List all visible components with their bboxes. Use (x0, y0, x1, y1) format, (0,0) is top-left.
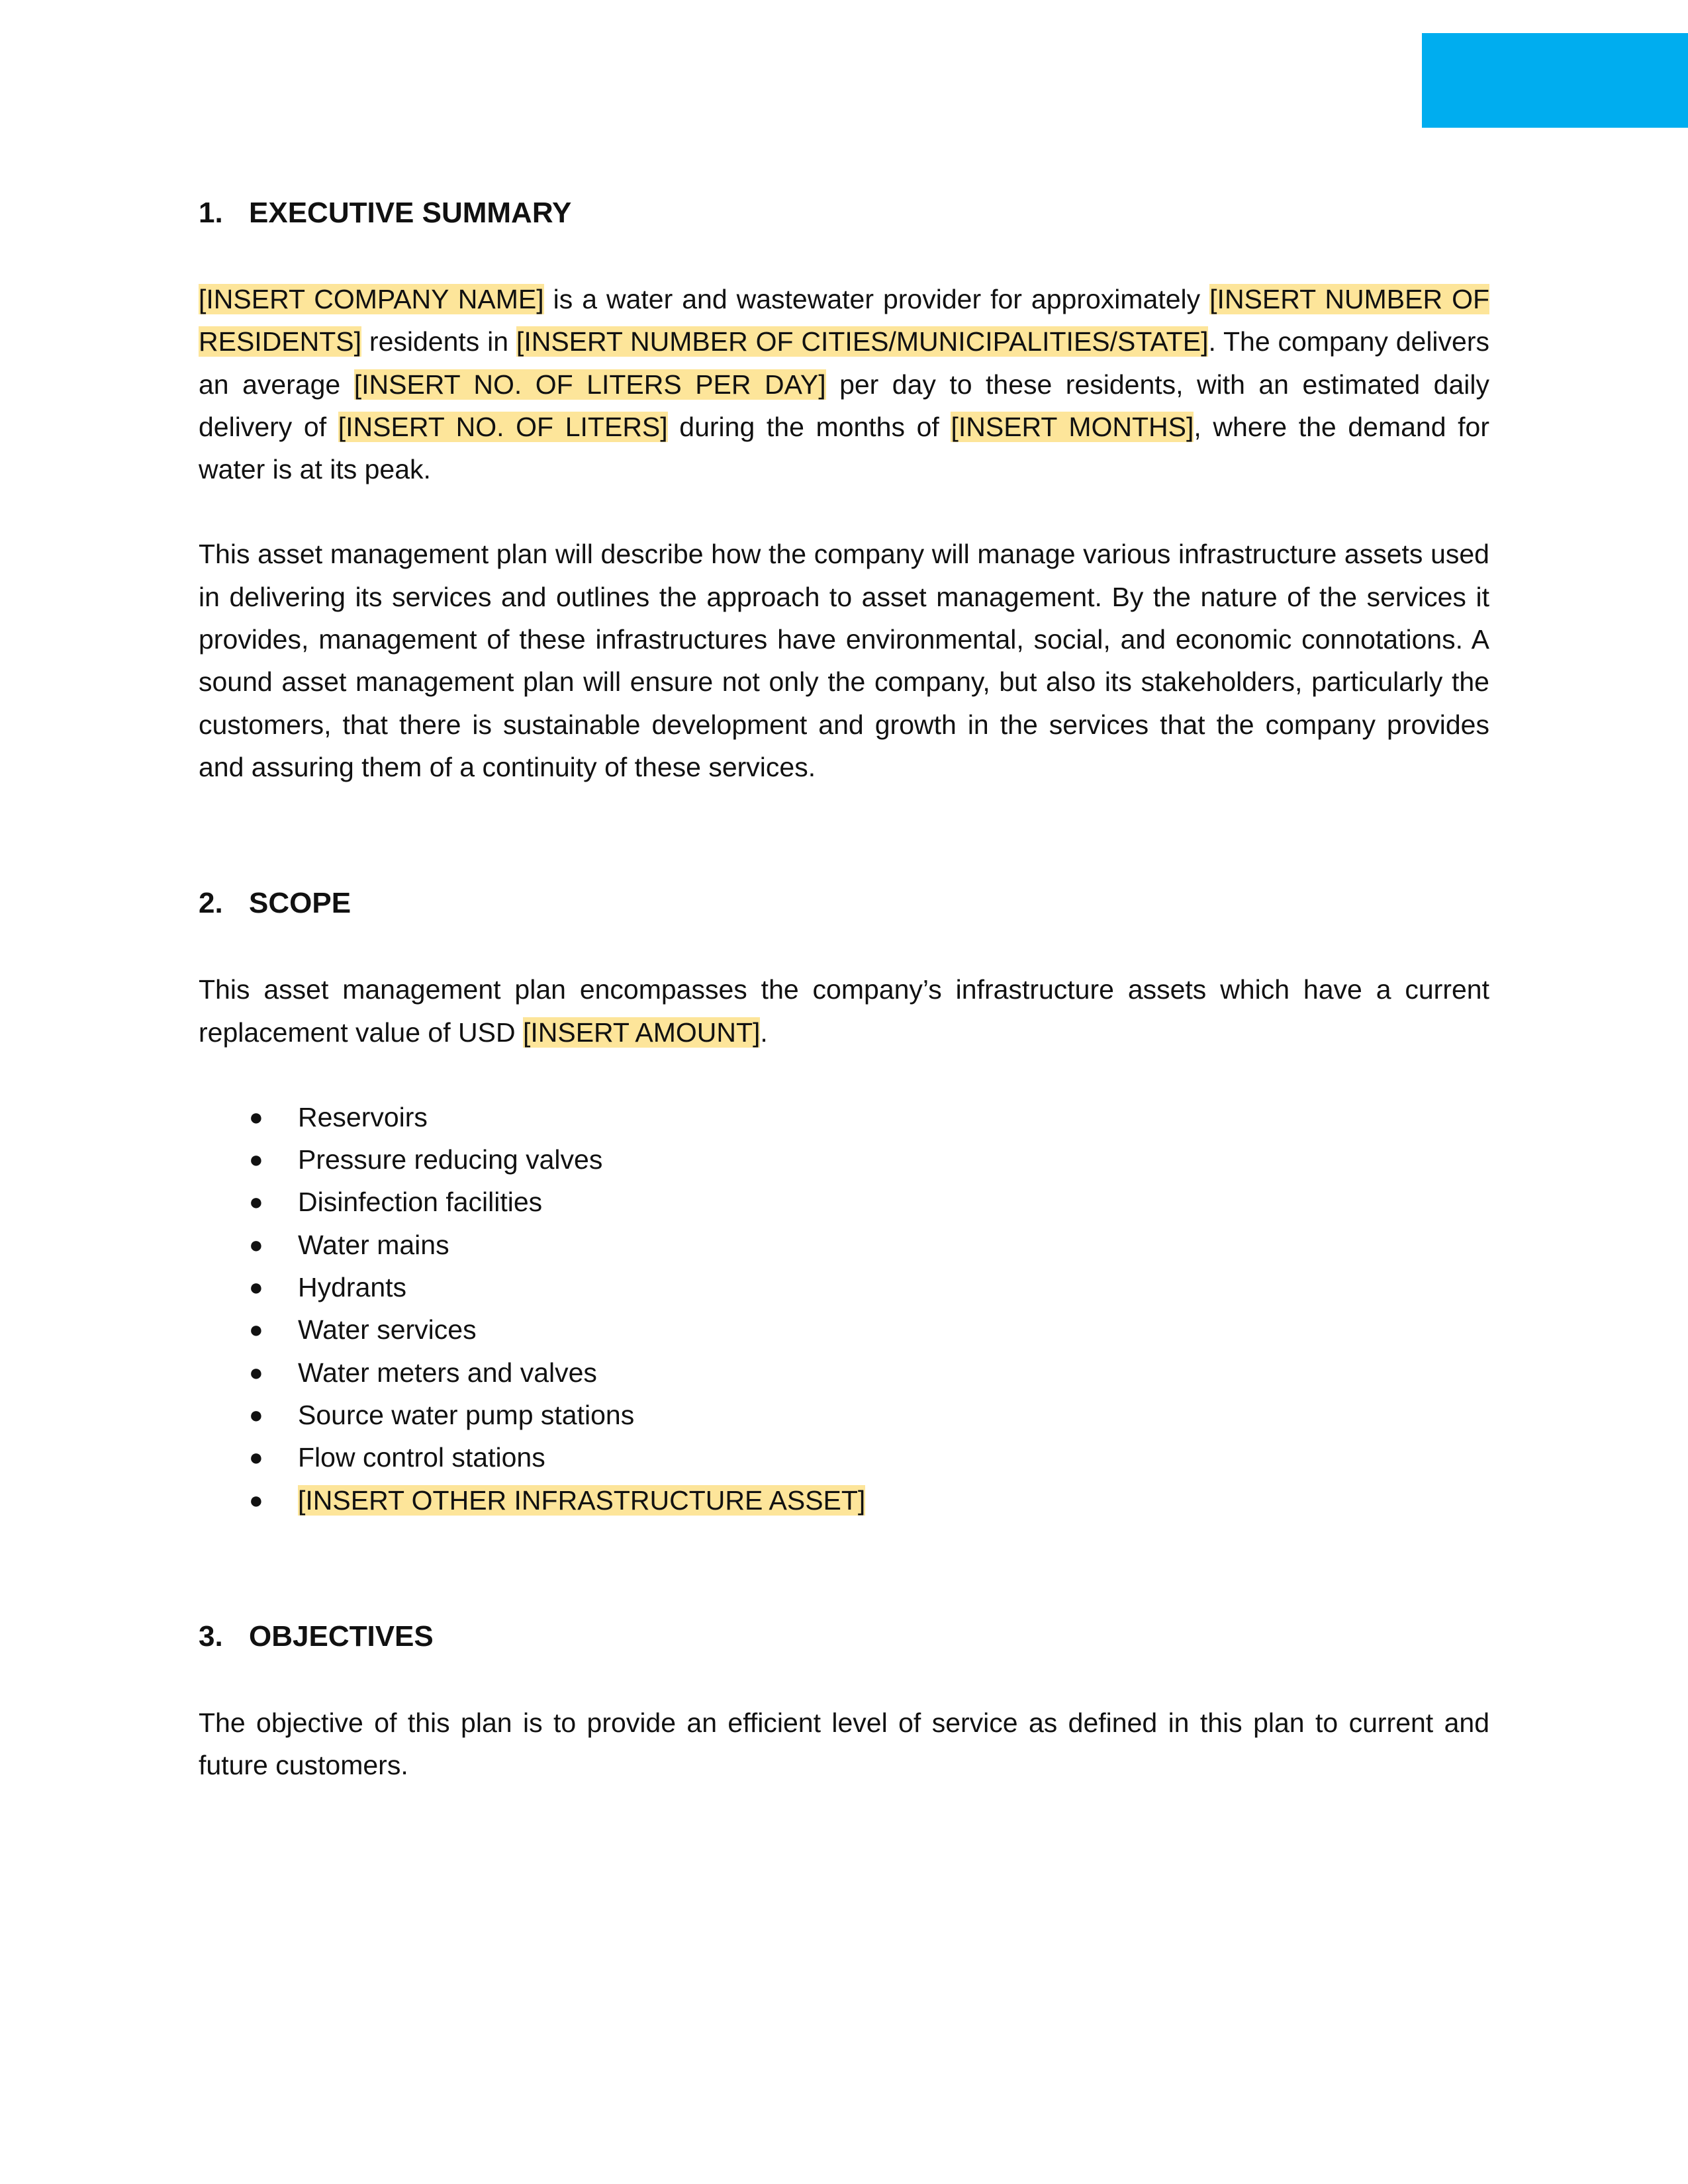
paragraph-text: This asset management plan encompasses the company’s infrastructure assets which have a current replacement value of USD (199, 974, 1489, 1048)
bullet-icon: ● (249, 1486, 263, 1514)
section-number: 1. (199, 197, 223, 229)
list-item (199, 1394, 1489, 1436)
paragraph-text: per day to these residents, with an estimated daily delivery of (199, 369, 1489, 442)
asset-list (199, 1096, 1489, 1522)
list-item-label: Disinfection facilities (298, 1187, 543, 1218)
paragraph-text: residents in (361, 326, 516, 357)
section-heading-scope (199, 882, 1489, 925)
document-body (199, 192, 1489, 1786)
bullet-icon: ● (249, 1146, 263, 1173)
bullet-icon: ● (249, 1400, 263, 1428)
placeholder-company-name[interactable]: [INSERT COMPANY NAME] (199, 284, 544, 314)
list-item (199, 1266, 1489, 1308)
paragraph-text: . (760, 1017, 768, 1048)
list-item (199, 1351, 1489, 1394)
paragraph-text: , where the demand for water is at its peak. (199, 411, 1489, 485)
list-item (199, 1479, 1489, 1522)
bullet-icon: ● (249, 1103, 263, 1130)
section-heading-executive-summary (199, 192, 1489, 234)
paragraph-text: is a water and wastewater provider for approximately (543, 284, 1210, 314)
list-item-label: Pressure reducing valves (298, 1144, 603, 1175)
section-title: EXECUTIVE SUMMARY (249, 197, 572, 229)
executive-summary-paragraph-1 (199, 278, 1489, 490)
list-item (199, 1224, 1489, 1266)
objectives-paragraph: The objective of this plan is to provide an efficient level of service as defined in this plan to current and future customers. (199, 1707, 1489, 1781)
section-number: 2. (199, 887, 223, 920)
section-number: 3. (199, 1619, 223, 1653)
bullet-icon: ● (249, 1443, 263, 1471)
executive-summary-paragraph-2: This asset management plan will describe how the company will manage various infrastructure assets used in delivering its services and outlines the approach to asset management. By the nature of the services it provides, management of these infrastructures have environmental, social, and economic connotations. A sound asset management plan will ensure not only the company, but also its stakeholders, particularly the customers, that there is sustainable development and growth in the services that the company provides and assuring them of a continuity of these services. (199, 539, 1489, 782)
bullet-icon: ● (249, 1230, 263, 1258)
bullet-icon: ● (249, 1273, 263, 1301)
scope-paragraph (199, 968, 1489, 1054)
bullet-icon: ● (249, 1358, 263, 1386)
list-item (199, 1138, 1489, 1181)
section-heading-objectives (199, 1615, 1489, 1658)
paragraph-text: . The company delivers an average (199, 326, 1489, 400)
list-item-label: Flow control stations (298, 1442, 545, 1473)
list-item-label: Water meters and valves (298, 1357, 597, 1388)
section-title: SCOPE (249, 887, 352, 920)
list-item (199, 1096, 1489, 1138)
bullet-icon: ● (249, 1188, 263, 1216)
placeholder-amount[interactable]: [INSERT AMOUNT] (522, 1017, 761, 1048)
list-item-label: Water mains (298, 1229, 449, 1260)
list-item-label: Water services (298, 1314, 477, 1345)
placeholder-other-asset[interactable]: [INSERT OTHER INFRASTRUCTURE ASSET] (298, 1484, 866, 1516)
list-item-label: Hydrants (298, 1272, 407, 1303)
list-item (199, 1181, 1489, 1223)
section-title: OBJECTIVES (249, 1619, 434, 1653)
list-item (199, 1308, 1489, 1351)
list-item (199, 1436, 1489, 1479)
placeholder-liters-per-day[interactable]: [INSERT NO. OF LITERS PER DAY] (353, 369, 826, 400)
list-item-label: Reservoirs (298, 1101, 428, 1132)
placeholder-liters[interactable]: [INSERT NO. OF LITERS] (338, 411, 668, 442)
header-accent-block (1422, 33, 1688, 128)
bullet-icon: ● (249, 1316, 263, 1343)
placeholder-months[interactable]: [INSERT MONTHS] (951, 411, 1194, 442)
paragraph-text: during the months of (667, 411, 951, 442)
placeholder-cities[interactable]: [INSERT NUMBER OF CITIES/MUNICIPALITIES/STATE] (516, 326, 1209, 357)
list-item-label: Source water pump stations (298, 1399, 635, 1430)
placeholder-number-of-residents[interactable]: [INSERT NUMBER OF RESIDENTS] (199, 284, 1489, 357)
